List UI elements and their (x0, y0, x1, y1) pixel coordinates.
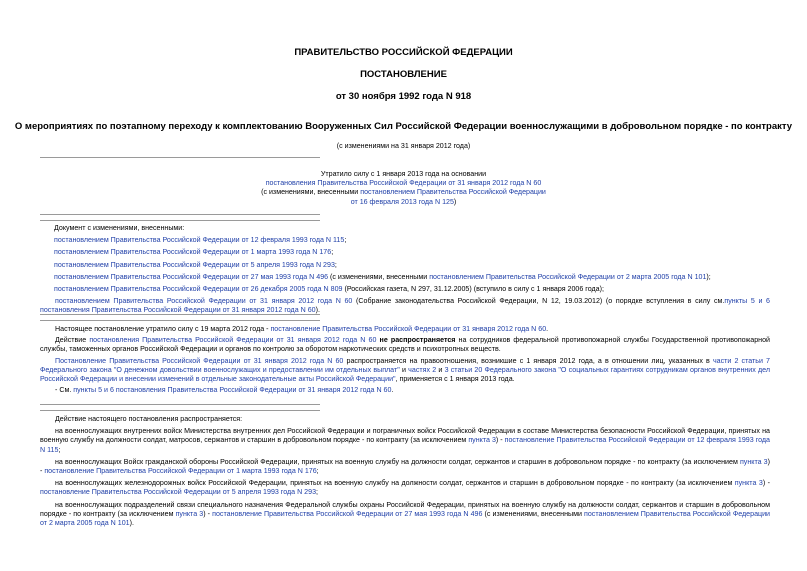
change-link[interactable]: постановлением Правительства Российской Федерации от 26 декабря 2005 года N 809 (54, 285, 343, 294)
body-text: на военнослужащих Войск гражданской обороны Российской Федерации, принятых на военную службу на должности солдат, сержантов и старшин в добровольном порядке - по контракту (за исключением (55, 457, 740, 466)
note-paragraph (40, 325, 770, 334)
note-link[interactable]: 3 статьи 20 Федерального закона "О социальных гарантиях сотрудникам органов внутренних дел Российской Федерации и внесении изменений в отдельные законодательные акты Российской Федерации" (40, 365, 771, 384)
divider (40, 404, 320, 405)
body-link[interactable]: пункта 3 (739, 457, 768, 466)
document-title: О мероприятиях по поэтапному переходу к комплектованию Вооруженных Сил Российской Федерации военнослужащими в добровольном порядке - по контракту (14, 121, 793, 132)
change-link[interactable]: постановлением Правительства Российской Федерации от 2 марта 2005 года N 101 (429, 272, 707, 281)
body-text: ) - (762, 479, 770, 488)
lost-force-block (200, 170, 607, 207)
link-decree-125[interactable]: от 16 февраля 2013 года N 125 (350, 197, 454, 206)
link-decree-gov[interactable]: постановлением Правительства Российской Федерации (360, 188, 546, 197)
change-link[interactable]: постановлением Правительства Российской Федерации от 1 марта 1993 года N 176 (54, 248, 332, 257)
body-text: ) - (495, 436, 505, 445)
note-link[interactable]: постановления Правительства Российской Федерации от 31 января 2012 года N 60 (89, 336, 377, 345)
change-item (40, 294, 770, 315)
body-link[interactable]: постановлением Правительства Российской Федерации от 2 марта 2005 года N 101 (40, 509, 770, 528)
divider (40, 220, 320, 221)
notes-block (40, 325, 770, 395)
body-link[interactable]: постановление Правительства Российской Федерации от 27 мая 1993 года N 496 (212, 509, 483, 518)
change-item (40, 282, 770, 294)
body-text: ; (316, 467, 319, 476)
lost-force-text: (с изменениями, внесенными (261, 188, 361, 197)
note-text: - См. (55, 386, 74, 395)
change-link[interactable]: постановлением Правительства Российской Федерации от 27 мая 1993 года N 496 (54, 272, 329, 281)
change-item (40, 270, 770, 282)
body-link[interactable]: постановление Правительства Российской Федерации от 1 марта 1993 года N 176 (44, 467, 317, 476)
body-text: на военнослужащих внутренних войск Министерства внутренних дел Российской Федерации и пограничных войск Российской Федерации в составе Министерства безопасности Российской Федерации, принятых на военную службу на должности солдат, матросов, сержантов и старшин в добровольном порядке - по контракту (за исключением (40, 427, 770, 445)
note-paragraph (40, 334, 770, 354)
note-paragraph (40, 384, 770, 395)
change-item (40, 245, 770, 257)
note-text: . (546, 325, 549, 333)
government-name: ПРАВИТЕЛЬСТВО РОССИЙСКОЙ ФЕДЕРАЦИИ (294, 47, 513, 58)
note-text: , применяется с 1 января 2013 года. (395, 375, 515, 384)
divider (40, 214, 320, 215)
body-paragraph (40, 424, 770, 455)
change-item (40, 258, 770, 270)
amendment-note: (с изменениями на 31 января 2012 года) (336, 142, 471, 150)
body-text: ). (129, 519, 134, 528)
note-text: на сотрудников федеральной противопожарной службы Государственной противопожарной службы, таможенных органов Российской Федерации и органов по контролю за оборотом наркотических средств и психотропных веществ. (40, 336, 771, 354)
change-tail: ; (331, 248, 334, 257)
note-text: Действие (55, 336, 90, 345)
changes-list (40, 224, 770, 316)
note-bold: не распространяется (376, 336, 456, 345)
body-text: ) - (203, 509, 213, 518)
note-text: и (399, 365, 409, 374)
body-text: ; (316, 488, 318, 497)
document-type: ПОСТАНОВЛЕНИЕ (360, 69, 447, 80)
changes-heading: Документ с изменениями, внесенными: (54, 224, 185, 232)
divider (40, 410, 320, 411)
lost-force-close: ) (453, 197, 457, 206)
note-text: и (436, 365, 445, 374)
body-text: (с изменениями, внесенными (482, 509, 585, 518)
change-link[interactable]: постановлением Правительства Российской Федерации от 12 февраля 1993 года N 115 (54, 236, 345, 245)
change-link[interactable]: пункты 5 и 6 постановления Правительства Российской Федерации от 31 января 2012 года N 60 (40, 297, 771, 315)
note-text: . (391, 386, 394, 395)
body-link[interactable]: постановление Правительства Российской Федерации от 12 февраля 1993 года N 115 (40, 436, 770, 454)
lost-force-line: Утратило силу с 1 января 2013 года на основании (320, 170, 487, 178)
note-link[interactable]: частях 2 (408, 365, 437, 374)
change-tail: ); (706, 272, 711, 281)
divider (40, 320, 320, 321)
divider (40, 157, 320, 158)
note-link[interactable]: части 2 статьи 7 Федерального закона "О денежном довольствии военнослужащих и предоставлении им отдельных выплат" (40, 356, 770, 374)
body-text: на военнослужащих подразделений связи специального назначения Федеральной службы охраны Российской Федерации, принятых на военную службу на должности солдат, сержантов и старшин в добровольном порядке - по контракту (за исключением (40, 500, 770, 518)
note-link[interactable]: постановление Правительства Российской Федерации от 31 января 2012 года N 60 (270, 325, 547, 333)
note-paragraph (40, 355, 770, 385)
note-text: распространяется на правоотношения, возникшие с 1 января 2012 года, а в отношении лиц, указанных в (343, 356, 713, 365)
change-tail: (с изменениями, внесенными (328, 272, 430, 281)
body-intro: Действие настоящего постановления распространяется: (55, 415, 243, 423)
link-decree-60[interactable]: постановления Правительства Российской Федерации от 31 января 2012 года N 60 (265, 179, 542, 188)
note-link[interactable]: пункты 5 и 6 постановления Правительства Российской Федерации от 31 января 2012 года N 60 (73, 386, 392, 395)
change-link[interactable]: постановлением Правительства Российской Федерации от 31 января 2012 года N 60 (55, 297, 353, 306)
change-tail: ; (334, 260, 337, 269)
body-link[interactable]: постановление Правительства Российской Федерации от 5 апреля 1993 года N 293 (40, 488, 317, 497)
body-paragraph (40, 455, 770, 476)
note-link[interactable]: Постановление Правительства Российской Федерации от 31 января 2012 года N 60 (55, 356, 344, 365)
body-link[interactable]: пункта 3 (175, 509, 204, 518)
body-block (40, 415, 770, 528)
body-link[interactable]: пункта 3 (468, 436, 496, 445)
note-text: Настоящее постановление утратило силу с 19 марта 2012 года - (55, 325, 271, 333)
divider (40, 314, 320, 315)
change-tail: (Собрание законодательства Российской Федерации, N 12, 19.03.2012) (о порядке вступления в силу см. (352, 297, 725, 306)
body-paragraph (40, 498, 770, 529)
document-date: от 30 ноября 1992 года N 918 (335, 91, 472, 102)
body-link[interactable]: пункта 3 (734, 479, 763, 488)
change-tail: ; (344, 236, 347, 245)
change-tail: (Российская газета, N 297, 31.12.2005) (вступило в силу с 1 января 2006 года); (342, 285, 604, 294)
change-item (40, 233, 770, 245)
body-text: на военнослужащих железнодорожных войск Российской Федерации, принятых на военную службу на должности солдат, сержантов и старшин в добровольном порядке - по контракту (за исключением (55, 479, 735, 488)
change-tail: ). (315, 306, 320, 315)
body-text: ; (58, 445, 61, 454)
change-link[interactable]: постановлением Правительства Российской Федерации от 5 апреля 1993 года N 293 (54, 260, 335, 269)
body-text: ) - (40, 457, 770, 476)
body-paragraph (40, 476, 770, 497)
